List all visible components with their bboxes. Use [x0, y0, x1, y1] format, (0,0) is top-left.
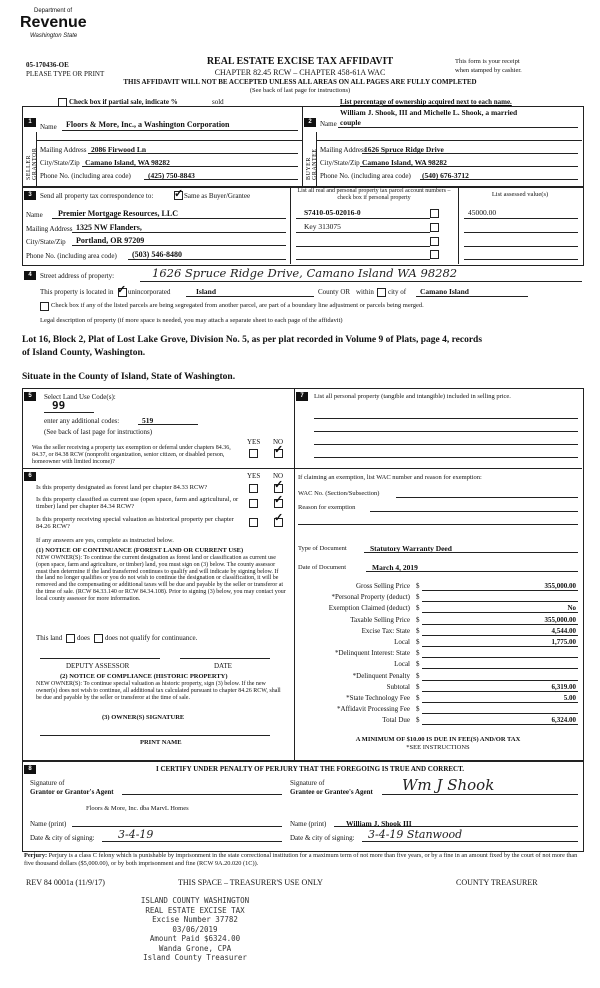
grantor-date-label: Date & city of signing:: [30, 834, 95, 842]
within-label: within: [356, 288, 374, 296]
grantor-name-text: Floors & More, Inc. dba MarvL Homes: [86, 805, 189, 812]
document-type: Statutory Warranty Deed: [370, 544, 452, 553]
dor-logo: [20, 8, 100, 50]
notice-continuance-title: (1) NOTICE OF CONTINUANCE (FOREST LAND OR CURRENT USE): [36, 547, 244, 554]
logo-top-text: Department of: [34, 8, 73, 14]
exemption-question: Was the seller receiving a property tax exemption or deferral under chapters 84.36, 84.37, or 84.38 RCW (nonprofit organization, senior citizen, or disabled person, homeowner with limited income)?: [32, 445, 231, 465]
stamp-line: Excise Number 37782: [152, 915, 238, 924]
grantee-agent-label: Grantee or Grantee's Agent: [290, 788, 373, 796]
corr-address: 1325 NW Flanders,: [76, 223, 142, 232]
no-header: NO: [273, 438, 284, 446]
corr-city-label: City/State/Zip: [26, 238, 66, 246]
current-use-no-check: ✓: [274, 494, 284, 506]
rev-number: REV 84 0001a (11/9/17): [26, 878, 105, 887]
situate-text: Situate in the County of Island, State of Washington.: [22, 372, 236, 382]
section-1-tag: 1: [24, 118, 36, 127]
dollar-sign: $: [416, 593, 420, 602]
does-not-label: does not qualify for continuance.: [105, 634, 198, 642]
see-instructions-note: *SEE INSTRUCTIONS: [406, 744, 470, 751]
grantee-signature-label: Signature of: [290, 779, 325, 787]
buyer-side-label: BUYER GRANTEE: [306, 148, 318, 180]
city-of-value: Camano Island: [420, 287, 469, 296]
stamp-line: Island County Treasurer: [143, 953, 247, 962]
yes-header-6: YES: [247, 472, 261, 480]
print-note: PLEASE TYPE OR PRINT: [26, 70, 105, 78]
section-2-tag: 2: [304, 118, 316, 127]
buyer-city: Camano Island, WA 98282: [362, 158, 447, 167]
section-5-tag: 5: [24, 392, 36, 401]
grantor-date: 3-4-19: [118, 828, 154, 841]
tax-row-value: 4,544.00: [551, 626, 576, 635]
forest-no-check: ✓: [274, 479, 284, 491]
parcel-value: 45000.00: [468, 208, 497, 217]
dollar-sign: $: [416, 716, 420, 725]
partial-sale-label: Check box if partial sale, indicate %: [69, 98, 178, 106]
historical-question: Is this property receiving special valuation as historical property per chapter 84.26 RCW?: [36, 516, 234, 530]
ownership-list-note: List percentage of ownership acquired next to each name.: [340, 98, 512, 106]
dollar-sign: $: [416, 705, 420, 714]
document-type-label: Type of Document: [298, 545, 347, 552]
parcels-header: List all real and personal property tax parcel account numbers – check box if personal property: [297, 188, 451, 201]
receipt-note-2: when stamped by cashier.: [455, 67, 522, 74]
dollar-sign: $: [416, 682, 420, 691]
does-not-qualify-checkbox[interactable]: [94, 634, 103, 643]
unincorporated-check: ✓: [117, 284, 127, 296]
tax-row-label: Local: [394, 660, 410, 669]
perjury-text: Perjury is a class C felony which is punishable by imprisonment in the state correctional institution for a maximum term of not more than five years, or by a fine in an amount fixed by the court of not more than five thousand dollars ($5,000.00), or by both imprisonment and fine (RCW 9A.20.020 (1C)).: [24, 852, 578, 867]
corr-phone: (503) 546-8480: [132, 250, 182, 259]
tax-row-label: Gross Selling Price: [355, 582, 410, 590]
personal-property-checkbox[interactable]: [430, 209, 439, 218]
document-date-label: Date of Document: [298, 564, 347, 571]
buyer-phone: (540) 676-3712: [422, 171, 469, 180]
section-4-tag: 4: [24, 271, 36, 280]
stamp-line: 03/06/2019: [172, 924, 218, 934]
assessed-value-header: List assessed value(s): [491, 191, 549, 198]
tax-row: [296, 593, 580, 603]
parcel-account: Key 313075: [304, 222, 341, 231]
logo-main-text: Revenue: [20, 14, 87, 31]
dollar-sign: $: [416, 615, 420, 624]
buyer-address: 1626 Spruce Ridge Drive: [364, 145, 444, 154]
stamp-line: ISLAND COUNTY WASHINGTON: [140, 896, 250, 905]
send-correspondence-label: Send all property tax correspondence to:: [40, 192, 154, 200]
seller-name: Floors & More, Inc., a Washington Corporation: [66, 120, 230, 129]
buyer-name-label: Name: [320, 120, 337, 128]
tax-row: [296, 694, 580, 704]
seller-city: Camano Island, WA 98282: [85, 158, 170, 167]
receipt-note-1: This form is your receipt: [455, 58, 520, 65]
section-8-tag: 8: [24, 765, 36, 774]
tax-row: [296, 649, 580, 659]
reason-label: Reason for exemption: [298, 504, 356, 511]
tax-row-value: 355,000.00: [544, 582, 576, 590]
date-label: DATE: [214, 662, 232, 670]
dollar-sign: $: [416, 626, 420, 635]
seller-side-label: SELLER GRANTOR: [26, 147, 38, 180]
form-title: REAL ESTATE EXCISE TAX AFFIDAVIT: [206, 56, 394, 67]
seller-phone-label: Phone No. (including area code): [40, 172, 131, 180]
dollar-sign: $: [416, 604, 420, 613]
wac-label: WAC No. (Section/Subsection): [298, 490, 380, 497]
section-6-tag: 6: [24, 472, 36, 481]
personal-property-checkbox[interactable]: [430, 237, 439, 246]
legal-description-label: Legal description of property (if more space is needed, you may attach a separate sheet to each page of the affidavit): [40, 317, 343, 324]
does-qualify-checkbox[interactable]: [66, 634, 75, 643]
land-use-code: 99: [52, 399, 66, 412]
tax-row-value: 6,319.00: [551, 682, 576, 691]
buyer-phone-label: Phone No. (including area code): [320, 172, 411, 180]
sold-label: sold: [212, 98, 224, 106]
form-chapter: CHAPTER 82.45 RCW – CHAPTER 458-61A WAC: [214, 68, 386, 77]
within-city-checkbox[interactable]: [377, 288, 386, 297]
tax-row: [296, 705, 580, 715]
forest-question: Is this property designated as forest land per chapter 84.33 RCW?: [36, 484, 208, 491]
stamp-line: REAL ESTATE EXCISE TAX: [145, 905, 245, 915]
tax-row-label: Local: [394, 638, 410, 646]
grantor-name-print-label: Name (print): [30, 820, 67, 828]
same-as-buyer-label: Same as Buyer/Grantee: [184, 192, 251, 200]
seller-name-label: Name: [40, 123, 57, 131]
tax-row-value: 5.00: [563, 694, 576, 702]
tax-row-value: 1,775.00: [551, 638, 576, 646]
seller-city-label: City/State/Zip: [40, 159, 80, 167]
tax-row: [296, 604, 580, 614]
tax-row-label: *State Technology Fee: [346, 694, 410, 702]
deputy-assessor-label: DEPUTY ASSESSOR: [66, 662, 130, 670]
exemption-yes-checkbox[interactable]: [249, 449, 258, 458]
seller-phone: (425) 750-8843: [148, 171, 195, 180]
notice-continuance-text: NEW OWNER(S): To continue the current designation as forest land or classification as current use (open space, farm and agriculture, or timber) land, you must sign on (3) below. The county assessor must then determine if the land transferred continues to qualify and will indicate by signing below. If the land no longer qualifies or you do not wish to continue the designation or classification, it will be removed and the compensating or additional taxes will be due and payable by the seller or transferor at the time of sale. (RCW 84.33.140 or RCW 84.34.108). Prior to signing (3) below, you may contact your local county assessor for more information.: [36, 555, 286, 602]
tax-row-label: *Personal Property (deduct): [331, 593, 410, 602]
street-address-label: Street address of property:: [40, 272, 115, 280]
see-back-note: (See back of last page for instructions): [249, 87, 351, 94]
corr-phone-label: Phone No. (including area code): [26, 252, 117, 260]
notice-compliance-text: NEW OWNER(S): To continue special valuation as historic property, sign (3) below. If the new owner(s) does not wish to continue, all additional tax calculated pursuant to chapter 84.26 RCW, shall be due and payable by the seller or transferor at the time of sale.: [36, 681, 281, 701]
treasurer-use-only: THIS SPACE – TREASURER'S USE ONLY: [178, 878, 323, 887]
personal-property-checkbox[interactable]: [430, 250, 439, 259]
buyer-address-label: Mailing Address: [320, 146, 367, 154]
owner-signature-label: (3) OWNER(S) SIGNATURE: [102, 714, 185, 721]
current-use-yes-checkbox[interactable]: [249, 499, 258, 508]
stamp-line: Wanda Grone, CPA: [158, 943, 232, 953]
historical-no-check: ✓: [274, 512, 284, 524]
treasurer-stamp: [110, 896, 280, 963]
seller-address-label: Mailing Address: [40, 146, 87, 154]
tax-row: [296, 582, 580, 592]
corr-address-label: Mailing Address: [26, 225, 73, 233]
perjury-label: Perjury:: [24, 852, 48, 859]
tax-row-label: *Affidavit Processing Fee: [337, 705, 410, 714]
personal-property-checkbox[interactable]: [430, 223, 439, 232]
tax-row-value: 355,000.00: [544, 615, 576, 624]
minimum-fee-note: A MINIMUM OF $10.00 IS DUE IN FEE(S) AND/OR TAX: [355, 736, 521, 743]
does-label: does: [77, 634, 90, 642]
city-of-label: city of: [388, 288, 407, 296]
land-use-see-back: (See back of last page for instructions): [44, 428, 153, 436]
tax-row-label: Taxable Selling Price: [350, 615, 410, 624]
grantee-name-print: William J. Shook III: [346, 819, 412, 828]
legal-description-line1: Lot 16, Block 2, Plat of Lost Lake Grove, Division No. 5, as per plat recorded in Volume 9 of Plats, page 4, records: [22, 335, 483, 345]
tax-row-label: *Delinquent Interest: State: [334, 649, 410, 658]
yes-header: YES: [247, 438, 261, 446]
unincorporated-label: unincorporated: [128, 288, 171, 296]
dollar-sign: $: [416, 582, 420, 590]
same-as-buyer-check: ✓: [174, 188, 184, 200]
document-date: March 4, 2019: [372, 563, 418, 572]
segregated-label: Check box if any of the listed parcels are being segregated from another parcel, are part of a boundary line adjustment or parcels being merged.: [51, 302, 424, 309]
no-header-6: NO: [273, 472, 284, 480]
this-land-label: This land: [36, 634, 63, 642]
grantee-date: 3-4-19 Stanwood: [368, 828, 463, 841]
tax-row-label: Excise Tax: State: [361, 626, 410, 635]
county-or-label: County OR: [318, 288, 351, 296]
buyer-name-line1: William J. Shook, III and Michelle L. Shook, a married: [340, 108, 518, 117]
tax-row: [296, 716, 580, 726]
dollar-sign: $: [416, 660, 420, 669]
additional-codes-label: enter any additional codes:: [44, 417, 120, 425]
seller-address: 2086 Firwood Ln: [91, 145, 147, 154]
buyer-name-line2: couple: [340, 118, 361, 127]
grantee-name-print-label: Name (print): [290, 820, 327, 828]
dollar-sign: $: [416, 638, 420, 646]
current-use-question: Is this property classified as current use (open space, farm and agricultural, or timber) land per chapter 84.34 RCW?: [36, 496, 239, 510]
corr-name-label: Name: [26, 211, 43, 219]
tax-row: [296, 683, 580, 693]
exemption-no-check: ✓: [274, 444, 284, 456]
grantee-signature: Wm J Shook: [402, 776, 495, 794]
section-3-tag: 3: [24, 191, 36, 200]
form-warning: THIS AFFIDAVIT WILL NOT BE ACCEPTED UNLESS ALL AREAS ON ALL PAGES ARE FULLY COMPLETED: [123, 78, 477, 86]
tax-row-label: *Delinquent Penalty: [352, 671, 410, 680]
tax-row: [296, 672, 580, 682]
tax-row: [296, 660, 580, 670]
personal-property-label: List all personal property (tangible and intangible) included in selling price.: [314, 393, 511, 400]
certify-statement: I CERTIFY UNDER PENALTY OF PERJURY THAT THE FOREGOING IS TRUE AND CORRECT.: [155, 765, 464, 773]
historical-yes-checkbox[interactable]: [249, 518, 258, 527]
dollar-sign: $: [416, 694, 420, 702]
tax-row: [296, 638, 580, 648]
segregated-checkbox[interactable]: [40, 302, 49, 311]
legal-description-line2: of Island County, Washington.: [22, 348, 146, 358]
if-yes-note: If any answers are yes, complete as instructed below.: [36, 537, 174, 544]
tax-row-label: Subtotal: [386, 682, 410, 691]
unincorporated-county: Island: [196, 287, 217, 296]
dollar-sign: $: [416, 671, 420, 680]
forest-yes-checkbox[interactable]: [249, 484, 258, 493]
street-address-value: 1626 Spruce Ridge Drive, Camano Island WA 98282: [152, 266, 458, 280]
logo-sub-text: Washington State: [30, 33, 78, 39]
additional-codes: 519: [142, 416, 154, 425]
section-7-tag: 7: [296, 392, 308, 401]
notice-compliance-title: (2) NOTICE OF COMPLIANCE (HISTORIC PROPERTY): [60, 673, 228, 680]
land-use-label: Select Land Use Code(s):: [44, 393, 116, 401]
parcel-account: S7410-05-02016-0: [304, 208, 361, 217]
tax-row: [296, 616, 580, 626]
buyer-city-label: City/State/Zip: [320, 159, 360, 167]
tax-row-value: No: [567, 604, 576, 613]
county-treasurer-label: COUNTY TREASURER: [456, 878, 538, 887]
exemption-claim-label: If claiming an exemption, list WAC number and reason for exemption:: [298, 474, 482, 481]
perjury-notice: [24, 852, 580, 867]
corr-city: Portland, OR 97209: [76, 236, 145, 245]
print-name-label: PRINT NAME: [140, 739, 182, 746]
located-in-label: This property is located in: [40, 288, 114, 296]
stamp-line: Amount Paid $6324.00: [149, 934, 241, 943]
corr-name: Premier Mortgage Resources, LLC: [58, 209, 178, 218]
tax-row-label: Total Due: [382, 716, 410, 725]
grantor-signature-label: Signature of: [30, 779, 65, 787]
grantee-date-label: Date & city of signing:: [290, 834, 355, 842]
dollar-sign: $: [416, 649, 420, 658]
tax-row-value: 6,324.00: [551, 716, 576, 725]
tax-row-label: Exemption Claimed (deduct): [328, 604, 410, 613]
grantor-agent-label: Grantor or Grantor's Agent: [30, 788, 114, 796]
form-id: 05-170436-OE: [26, 61, 69, 69]
tax-row: [296, 627, 580, 637]
